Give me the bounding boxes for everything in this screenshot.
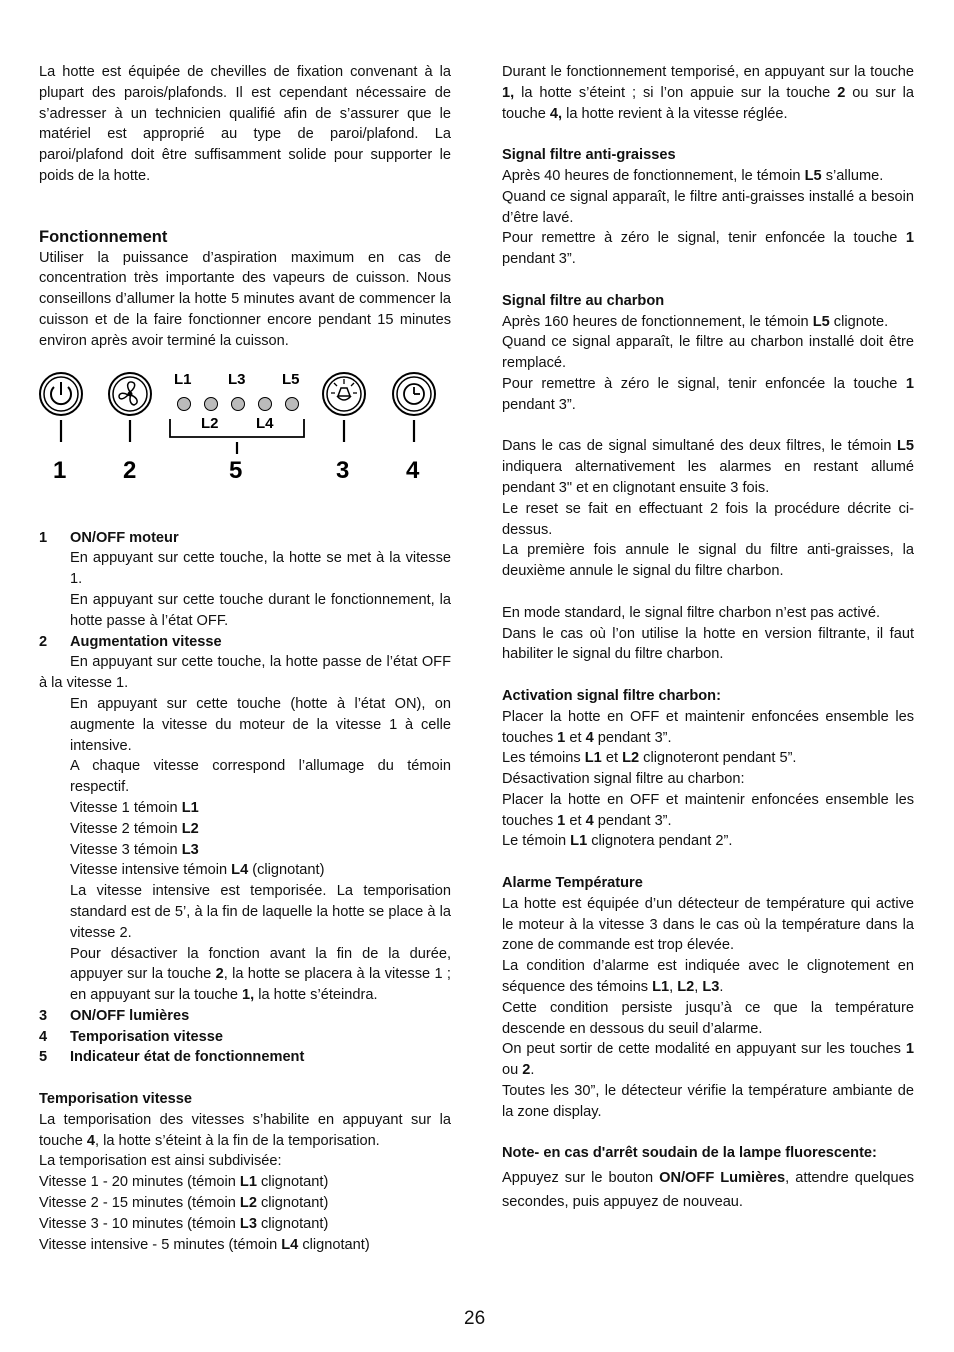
led-l3 — [232, 397, 245, 410]
section-title-fonctionnement: Fonctionnement — [39, 227, 168, 246]
deact-p2: Placer la hotte en OFF et maintenir enfoncées ensemble les touches 1 et 4 pendant 3”. — [502, 791, 914, 829]
item-5-heading: 5 Indicateur état de fonctionnement — [39, 1049, 305, 1066]
timed-operation-paragraph: Durant le fonctionnement temporisé, en appuyant sur la touche 1, la hotte s’éteint ; si l’on appuie sur la touche 2 ou sur la touche 4, la hotte revient à la vitesse réglée. — [502, 64, 915, 122]
tempo-line: Vitesse 1 - 20 minutes (témoin L1 clignotant) — [39, 1174, 329, 1191]
simultaneous-p2: Le reset se fait en effectuant 2 fois la procédure décrite ci-dessus. — [502, 500, 914, 538]
sfa-p2: Quand ce signal apparaît, le filtre anti-graisses installé a besoin d’être lavé. — [502, 188, 914, 226]
deact-p3: Le témoin L1 clignotera pendant 2”. — [502, 833, 733, 850]
act-p1: Placer la hotte en OFF et maintenir enfoncées ensemble les touches 1 et 4 pendant 3”. — [502, 708, 914, 746]
speed-line: Vitesse 3 témoin L3 — [70, 841, 199, 858]
alarm-p3: Cette condition persiste jusqu’à ce que la température descende en dessous du seuil d’alarme. — [502, 999, 914, 1037]
sfc-p2: Quand ce signal apparaît, le filtre au charbon installé doit être remplacé. — [502, 334, 914, 372]
intro-paragraph: La hotte est équipée de chevilles de fixation convenant à la plupart des parois/plafonds. Il est cependant nécessaire de s’adresser à un technicien qualifié afin de s’assurer que le matériel est approprié au type de paroi/plafond. La paroi/plafond doit être suffisamment solide pour supporter le poids de la hotte. — [39, 64, 451, 184]
tempo-line: Vitesse 2 - 15 minutes (témoin L2 clignotant) — [39, 1195, 329, 1212]
led-bracket — [170, 419, 304, 437]
sfc-p1: Après 160 heures de fonctionnement, le témoin L5 clignote. — [502, 313, 889, 330]
speed-line: Vitesse intensive témoin L4 (clignotant) — [70, 862, 325, 879]
item-2-p1: En appuyant sur cette touche, la hotte passe de l’état OFF à la vitesse 1. — [39, 654, 451, 692]
right-column — [502, 62, 914, 1214]
control-panel-diagram — [39, 362, 451, 512]
standard-p2: Dans le cas où l’on utilise la hotte en version filtrante, il faut habiliter le signal du filtre charbon. — [502, 625, 914, 663]
led-l2 — [205, 397, 218, 410]
section-title-temporisation: Temporisation vitesse — [39, 1091, 193, 1108]
alarm-p2: La condition d’alarme est indiquée avec le clignotement en séquence des témoins L1, L2, L3. — [502, 958, 914, 996]
button-number-4: 4 — [406, 456, 420, 484]
button-number-5: 5 — [229, 456, 243, 484]
tempo-p1: La temporisation des vitesses s’habilite en appuyant sur la touche 4, la hotte s’éteint à la fin de la temporisation. — [39, 1111, 451, 1149]
standard-p1: En mode standard, le signal filtre charbon n’est pas activé. — [502, 604, 881, 621]
power-icon — [40, 373, 82, 415]
alarm-p1: La hotte est équipée d’un détecteur de température qui active le moteur à la vitesse 3 dans le cas où la température dans la zone de commande est trop élevée. — [502, 895, 914, 954]
sfa-p3: Pour remettre à zéro le signal, tenir enfoncée la touche 1 pendant 3”. — [502, 230, 914, 268]
speed-list — [39, 798, 451, 881]
item-1-heading: 1 ON/OFF moteur — [39, 529, 179, 546]
item-3-heading: 3 ON/OFF lumières — [39, 1007, 190, 1024]
simultaneous-p3: La première fois annule le signal du filtre anti-graisses, la deuxième annule le signal du filtre charbon. — [502, 542, 914, 580]
alarm-p4: On peut sortir de cette modalité en appuyant sur les touches 1 ou 2. — [502, 1041, 914, 1079]
item-2-p5: Pour désactiver la fonction avant la fin de la durée, appuyer sur la touche 2, la hotte se placera à la vitesse 1 ; en appuyant sur la touche 1, la hotte s’éteindra. — [70, 945, 451, 1004]
tempo-line: Vitesse 3 - 10 minutes (témoin L3 clignotant) — [39, 1215, 329, 1232]
alarm-p5: Toutes les 30”, le détecteur vérifie la température ambiante de la zone display. — [502, 1083, 914, 1120]
item-2-p4: La vitesse intensive est temporisée. La temporisation standard est de 5’, à la fin de laquelle la hotte se place à la vitesse 2. — [70, 883, 451, 941]
note-paragraph: Appuyez sur le bouton ON/OFF Lumières, attendre quelques secondes, puis appuyez de nouveau. — [502, 1170, 915, 1211]
led-l1 — [178, 397, 191, 410]
button-number-2: 2 — [123, 456, 137, 484]
fonctionnement-paragraph: Utiliser la puissance d’aspiration maximum en cas de concentration très importante des vapeurs de cuisson. Nous conseillons d’allumer la hotte 5 minutes avant de commencer la cuisson et de la faire fonctionner encore pendant 15 minutes environ après avoir terminé la cuisson. — [39, 249, 451, 349]
tempo-line: Vitesse intensive - 5 minutes (témoin L4 clignotant) — [39, 1236, 370, 1253]
section-title-note: Note- en cas d'arrêt soudain de la lampe fluorescente: — [502, 1145, 877, 1162]
deact-p1: Désactivation signal filtre au charbon: — [502, 771, 745, 788]
led-label-l1: L1 — [174, 370, 192, 388]
speed-line: Vitesse 2 témoin L2 — [70, 820, 199, 837]
act-p2: Les témoins L1 et L2 clignoteront pendant 5”. — [502, 750, 797, 767]
page-number: 26 — [464, 1308, 486, 1329]
light-icon — [323, 373, 365, 415]
item-1-p2: En appuyant sur cette touche durant le fonctionnement, la hotte passe à l’état OFF. — [70, 591, 451, 629]
led-label-l4: L4 — [256, 414, 274, 432]
control-panel-svg — [39, 362, 451, 512]
button-number-3: 3 — [336, 456, 350, 484]
section-title-activation: Activation signal filtre charbon: — [502, 687, 721, 704]
item-2-p3: A chaque vitesse correspond l’allumage du témoin respectif. — [70, 758, 451, 796]
item-2-heading: 2 Augmentation vitesse — [39, 633, 222, 650]
left-column — [39, 62, 451, 1255]
led-l5 — [286, 397, 299, 410]
speed-line: Vitesse 1 témoin L1 — [70, 799, 199, 816]
led-l4 — [259, 397, 272, 410]
sfc-p3: Pour remettre à zéro le signal, tenir enfoncée la touche 1 pendant 3”. — [502, 375, 914, 413]
section-title-alarme: Alarme Température — [502, 875, 643, 892]
section-title-anti-graisses: Signal filtre anti-graisses — [502, 147, 676, 164]
led-label-l5: L5 — [282, 370, 300, 388]
sfa-p1: Après 40 heures de fonctionnement, le témoin L5 s’allume. — [502, 167, 884, 184]
item-4-heading: 4 Temporisation vitesse — [39, 1028, 224, 1045]
led-label-l3: L3 — [228, 370, 246, 388]
item-1-p1: En appuyant sur cette touche, la hotte se met à la vitesse 1. — [70, 550, 451, 588]
item-2-p2: En appuyant sur cette touche (hotte à l’état ON), on augmente la vitesse du moteur de la vitesse 1 à celle intensive. — [70, 695, 451, 754]
button-number-1: 1 — [53, 456, 67, 484]
timer-icon — [393, 373, 435, 415]
led-label-l2: L2 — [201, 414, 219, 432]
tempo-p2: La temporisation est ainsi subdivisée: — [39, 1153, 282, 1170]
simultaneous-p1: Dans le cas de signal simultané des deux filtres, le témoin L5 indiquera alternativement les alarmes en restant allumé pendant 3" et en clignotant ensuite 3 fois. — [502, 438, 914, 496]
section-title-charbon: Signal filtre au charbon — [502, 292, 665, 309]
fan-icon — [109, 373, 151, 415]
